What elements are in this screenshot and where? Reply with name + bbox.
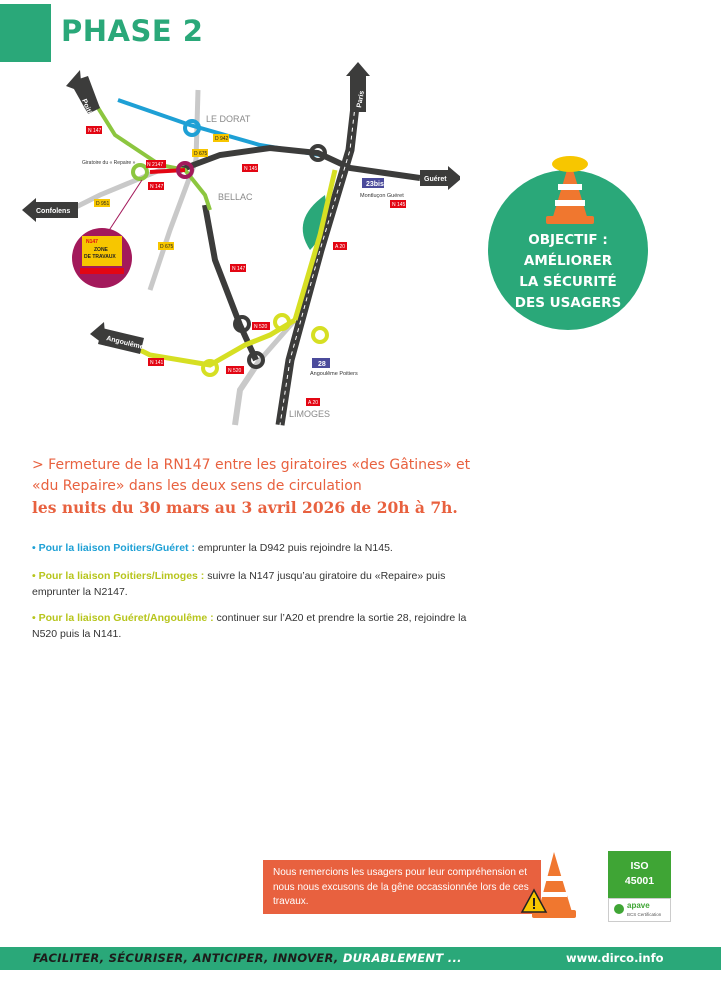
svg-text:A 20: A 20 — [308, 400, 319, 406]
road-tag-d675-bottom — [158, 242, 174, 250]
svg-text:N 2147: N 2147 — [147, 162, 164, 168]
dark-road-n145 — [180, 148, 420, 178]
svg-text:N 520: N 520 — [254, 324, 268, 330]
road-map — [20, 60, 460, 430]
warning-cone-icon — [520, 848, 580, 920]
blue-route — [118, 100, 320, 155]
yellow-route-a20 — [295, 170, 335, 320]
iso-line-1: ISO — [630, 860, 649, 872]
iso-badge — [608, 851, 671, 898]
svg-text:N 520: N 520 — [228, 368, 242, 374]
svg-text:N 145: N 145 — [392, 202, 406, 208]
svg-text:N 141: N 141 — [150, 360, 164, 366]
road-tag-n147-top — [86, 126, 102, 134]
svg-text:D 675: D 675 — [160, 244, 174, 250]
header-accent-bar — [0, 4, 51, 62]
objectif-line-3: LA SÉCURITÉ — [519, 274, 617, 290]
slogan-main: FACILITER, SÉCURISER, ANTICIPER, INNOVER, — [33, 951, 343, 965]
road-tag-n145-right — [390, 200, 406, 208]
arrow-poitiers — [66, 70, 100, 125]
route-text: emprunter la D942 puis rejoindre la N145. — [194, 542, 393, 554]
apave-logo-icon — [613, 903, 625, 915]
place-montlucon: Montluçon Guéret — [360, 193, 404, 199]
arrow-paris — [346, 62, 370, 112]
dark-road-n147 — [205, 205, 256, 360]
road-tag-n520-upper — [252, 322, 270, 330]
road-tag-n520-lower — [226, 366, 244, 374]
route-poitiers-gueret — [32, 540, 472, 556]
svg-text:28: 28 — [318, 361, 326, 368]
closure-headline — [32, 455, 472, 518]
objectif-line-1: OBJECTIF : — [528, 232, 608, 248]
svg-text:Paris: Paris — [356, 90, 366, 109]
road-tag-n147-mid — [148, 182, 164, 190]
road-tag-n2147 — [146, 160, 166, 168]
svg-text:A 20: A 20 — [335, 244, 346, 250]
iso-line-2: 45001 — [624, 875, 655, 887]
thanks-text: Nous remercions les usagers pour leur compréhension et nous nous excusons de la gêne occassionnée lors de ces travaux. — [273, 867, 529, 907]
route-gueret-angouleme — [32, 610, 472, 642]
svg-text:N 147: N 147 — [88, 128, 102, 134]
place-giratoire: Giratoire du « Repaire » — [82, 160, 136, 166]
svg-text:ZONE: ZONE — [94, 247, 108, 253]
roundabout-exit28-east — [313, 328, 327, 342]
road-tag-n141 — [148, 358, 164, 366]
road-tag-d675-top — [192, 149, 208, 157]
exit-badge-23bis — [362, 178, 384, 188]
route-poitiers-limoges — [32, 568, 472, 600]
works-zone-marker — [72, 180, 142, 288]
svg-text:N147: N147 — [86, 239, 98, 245]
arrow-gueret — [420, 166, 460, 190]
exit-badge-28 — [312, 358, 330, 368]
svg-text:Confolens: Confolens — [36, 208, 71, 215]
svg-text:Poitiers: Poitiers — [80, 98, 97, 125]
svg-text:D 951: D 951 — [96, 201, 110, 207]
cert-subtitle: BCS Certification — [627, 912, 662, 917]
objectif-line-2: AMÉLIORER — [523, 253, 613, 269]
svg-text:23bis: 23bis — [366, 181, 384, 188]
svg-text:DE TRAVAUX: DE TRAVAUX — [84, 254, 116, 260]
footer-slogan — [33, 951, 462, 965]
svg-text:N 147: N 147 — [150, 184, 164, 190]
road-tag-n145-mid — [242, 164, 258, 172]
route-label: • Pour la liaison Poitiers/Guéret : — [32, 542, 195, 554]
footer-url-link[interactable]: www.dirco.info — [566, 951, 664, 965]
page-title: PHASE 2 — [61, 14, 204, 48]
arrow-angouleme — [90, 322, 144, 354]
road-tag-a20-upper — [333, 242, 347, 250]
route-label: • Pour la liaison Guéret/Angoulême : — [32, 612, 214, 624]
headline-closure: > Fermeture de la RN147 entre les giratoires «des Gâtines» et «du Repaire» dans les deux sens de circulation — [32, 457, 471, 494]
cone-mascot-icon — [530, 150, 610, 230]
place-le-dorat: LE DORAT — [206, 114, 251, 124]
route-label: • Pour la liaison Poitiers/Limoges : — [32, 570, 205, 582]
road-tag-d951 — [94, 199, 110, 207]
place-bellac: BELLAC — [218, 192, 253, 202]
apave-brand: apave — [627, 901, 650, 910]
svg-text:Guéret: Guéret — [424, 176, 447, 183]
road-tag-d942 — [213, 134, 229, 142]
road-tag-a20-lower — [306, 398, 320, 406]
svg-text:D 942: D 942 — [215, 136, 229, 142]
arrow-confolens — [22, 198, 78, 222]
objectif-text — [488, 230, 648, 314]
slogan-highlight: DURABLEMENT ... — [342, 951, 462, 965]
svg-text:D 675: D 675 — [194, 151, 208, 157]
svg-text:N 147: N 147 — [232, 266, 246, 272]
place-angouleme-poitiers: Angoulême Poitiers — [310, 371, 358, 377]
road-tag-n147-lower — [230, 264, 246, 272]
headline-dates: les nuits du 30 mars au 3 avril 2026 de 20h à 7h. — [32, 498, 458, 517]
svg-text:Angoulême: Angoulême — [105, 335, 145, 352]
svg-text:N 145: N 145 — [244, 166, 258, 172]
route-text: continuer sur l’A20 et prendre la sortie 28, rejoindre la N520 puis la N141. — [32, 612, 467, 640]
place-limoges: LIMOGES — [289, 409, 331, 419]
iso-cert-box — [608, 898, 671, 922]
route-text: suivre la N147 jusqu’au giratoire du «Repaire» puis emprunter la N2147. — [32, 570, 446, 598]
objectif-line-4: DES USAGERS — [514, 295, 622, 311]
